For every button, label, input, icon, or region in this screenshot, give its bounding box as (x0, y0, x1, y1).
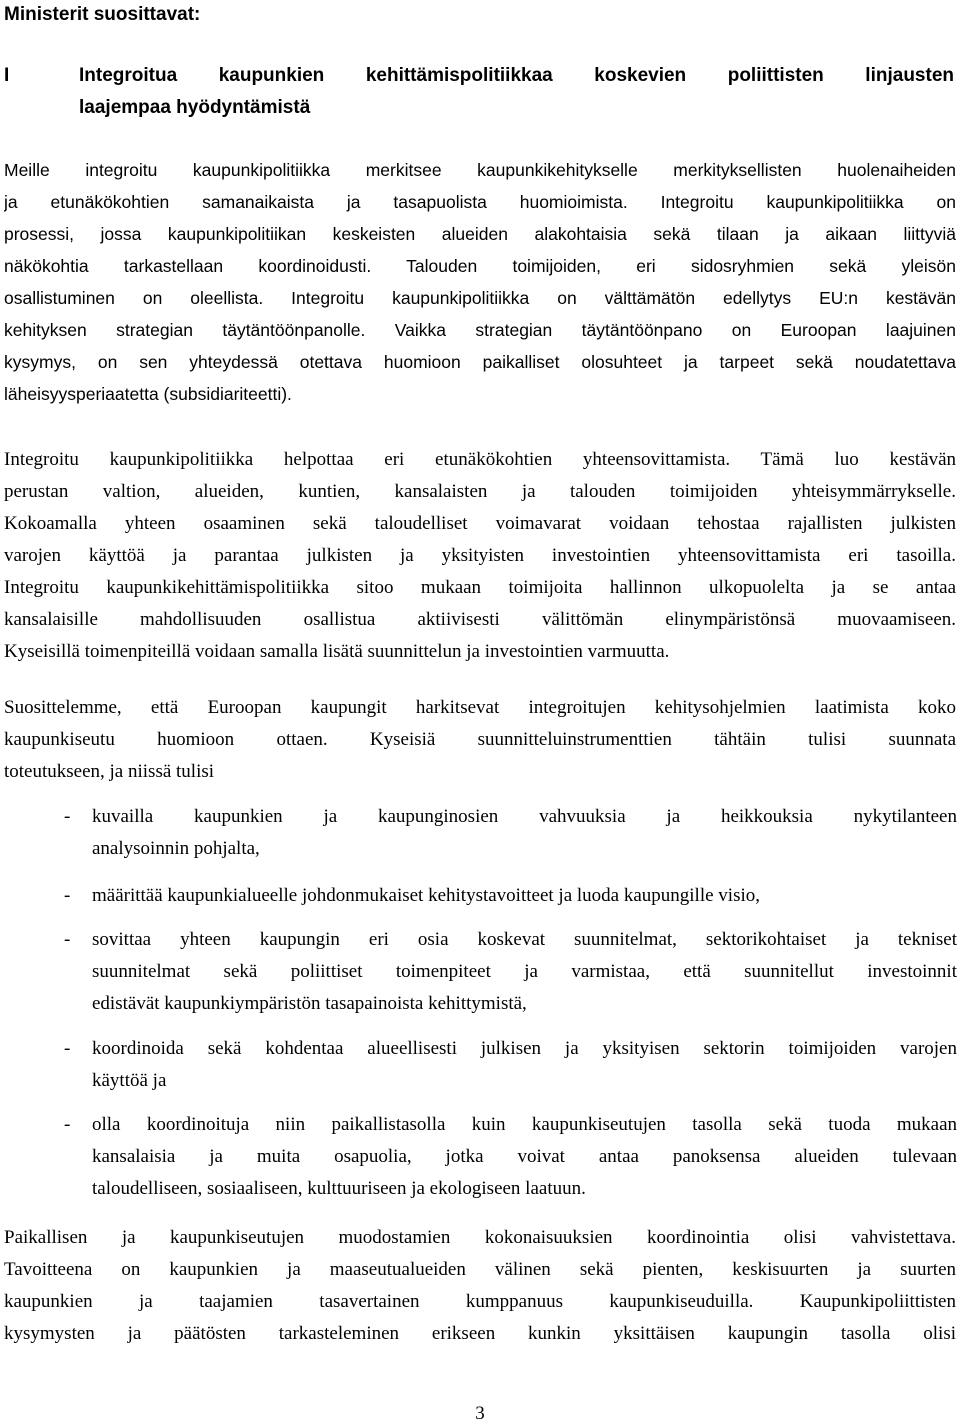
bullet-item (64, 880, 957, 912)
paragraph-line: prosessi, jossa kaupunkipolitiikan keskeisten alueiden alakohtaisia sekä tilaan ja aikaan liittyviä (4, 224, 956, 244)
bullet-dash: - (64, 929, 71, 950)
paragraph-3 (4, 692, 956, 788)
bullet-dash: - (64, 1038, 71, 1059)
bullet-line: määrittää kaupunkialueelle johdonmukaiset kehitystavoitteet ja luoda kaupungille visio, (92, 885, 760, 906)
paragraph-line: perustan valtion, alueiden, kuntien, kansalaisten ja talouden toimijoiden yhteisymmärrykselle. (4, 481, 956, 502)
bullet-line: koordinoida sekä kohdentaa alueellisesti julkisen ja yksityisen sektorin toimijoiden varojen (92, 1038, 957, 1059)
bullet-item (64, 801, 957, 865)
section-title-line: Integroitua kaupunkien kehittämispolitiikkaa koskevien poliittisten linjausten (79, 65, 954, 86)
section-title-line: laajempaa hyödyntämistä (79, 97, 311, 118)
paragraph-line: Meille integroitu kaupunkipolitiikka merkitsee kaupunkikehitykselle merkityksellisten huolenaiheiden (4, 160, 956, 180)
section-title (4, 60, 954, 124)
paragraph-line: Paikallisen ja kaupunkiseutujen muodostamien kokonaisuuksien koordinointia olisi vahvistettava. (4, 1227, 956, 1248)
bullet-item (64, 1109, 957, 1205)
paragraph-line: kaupunkien ja taajamien tasavertainen kumppanuus kaupunkiseuduilla. Kaupunkipoliittisten (4, 1291, 956, 1312)
bullet-line: taloudelliseen, sosiaaliseen, kulttuuriseen ja ekologiseen laatuun. (92, 1178, 586, 1199)
bullet-line: kuvailla kaupunkien ja kaupunginosien vahvuuksia ja heikkouksia nykytilanteen (92, 806, 957, 827)
bullet-line: suunnitelmat sekä poliittiset toimenpiteet ja varmistaa, että suunnitellut investoinnit (92, 961, 957, 982)
paragraph-line: Suosittelemme, että Euroopan kaupungit harkitsevat integroitujen kehitysohjelmien laatimista koko (4, 697, 956, 718)
paragraph-line: Tavoitteena on kaupunkien ja maaseutualueiden välinen sekä pienten, keskisuurten ja suurten (4, 1259, 956, 1280)
page-number: 3 (475, 1403, 485, 1424)
bullet-line: olla koordinoituja niin paikallistasolla kuin kaupunkiseutujen tasolla sekä tuoda mukaan (92, 1114, 957, 1135)
bullet-item (64, 1033, 957, 1097)
paragraph-line: toteutukseen, ja niissä tulisi (4, 761, 215, 782)
paragraph-line: ja etunäkökohtien samanaikaista ja tasapuolista huomioimista. Integroitu kaupunkipolitiikka on (4, 192, 956, 212)
bullet-line: edistävät kaupunkiympäristön tasapainoista kehittymistä, (92, 993, 527, 1014)
section-number: I (4, 65, 10, 86)
paragraph-line: Kokoamalla yhteen osaaminen sekä taloudelliset voimavarat voidaan tehostaa rajallisten julkisten (4, 513, 956, 534)
bullet-dash: - (64, 885, 71, 906)
paragraph-4 (4, 1222, 956, 1350)
bullet-text (92, 1109, 957, 1205)
paragraph-line: kysymys, on sen yhteydessä otettava huomioon paikalliset olosuhteet ja tarpeet sekä noudatettava (4, 352, 956, 372)
paragraph-line: kansalaisille mahdollisuuden osallistua aktiivisesti välittömän elinympäristönsä muovaamiseen. (4, 609, 956, 630)
bullet-dash: - (64, 1114, 71, 1135)
paragraph-line: kaupunkiseutu huomioon ottaen. Kyseisiä suunnitteluinstrumenttien tähtäin tulisi suunnata (4, 729, 956, 750)
paragraph-1 (4, 154, 956, 410)
paragraph-line: Integroitu kaupunkikehittämispolitiikka sitoo mukaan toimijoita hallinnon ulkopuolelta ja se antaa (4, 577, 956, 598)
bullet-text (92, 801, 957, 865)
paragraph-line: läheisyysperiaatetta (subsidiariteetti). (4, 384, 292, 404)
paragraph-line: osallistuminen on oleellista. Integroitu kaupunkipolitiikka on välttämätön edellytys EU:n kestävän (4, 288, 956, 308)
paragraph-line: kehityksen strategian täytäntöönpanolle. Vaikka strategian täytäntöönpano on Euroopan laajuinen (4, 320, 956, 340)
document-heading: Ministerit suosittavat: (4, 4, 201, 25)
bullet-text (92, 880, 957, 912)
paragraph-line: kysymysten ja päätösten tarkasteleminen erikseen kunkin yksittäisen kaupungin tasolla olisi (4, 1323, 956, 1344)
paragraph-line: Kyseisillä toimenpiteillä voidaan samalla lisätä suunnittelun ja investointien varmuutta. (4, 641, 670, 662)
bullet-line: kansalaisia ja muita osapuolia, jotka voivat antaa panoksensa alueiden tulevaan (92, 1146, 957, 1167)
bullet-line: analysoinnin pohjalta, (92, 838, 260, 859)
bullet-line: käyttöä ja (92, 1070, 167, 1091)
paragraph-line: näkökohtia tarkastellaan koordinoidusti. Talouden toimijoiden, eri sidosryhmien sekä yleisön (4, 256, 956, 276)
bullet-text (92, 1033, 957, 1097)
bullet-line: sovittaa yhteen kaupungin eri osia koskevat suunnitelmat, sektorikohtaiset ja tekniset (92, 929, 957, 950)
paragraph-2 (4, 444, 956, 668)
bullet-text (92, 924, 957, 1020)
bullet-dash: - (64, 806, 71, 827)
section-title-text (79, 60, 954, 124)
bullet-item (64, 924, 957, 1020)
paragraph-line: Integroitu kaupunkipolitiikka helpottaa eri etunäkökohtien yhteensovittamista. Tämä luo kestävän (4, 449, 956, 470)
paragraph-line: varojen käyttöä ja parantaa julkisten ja yksityisten investointien yhteensovittamista eri tasoilla. (4, 545, 956, 566)
